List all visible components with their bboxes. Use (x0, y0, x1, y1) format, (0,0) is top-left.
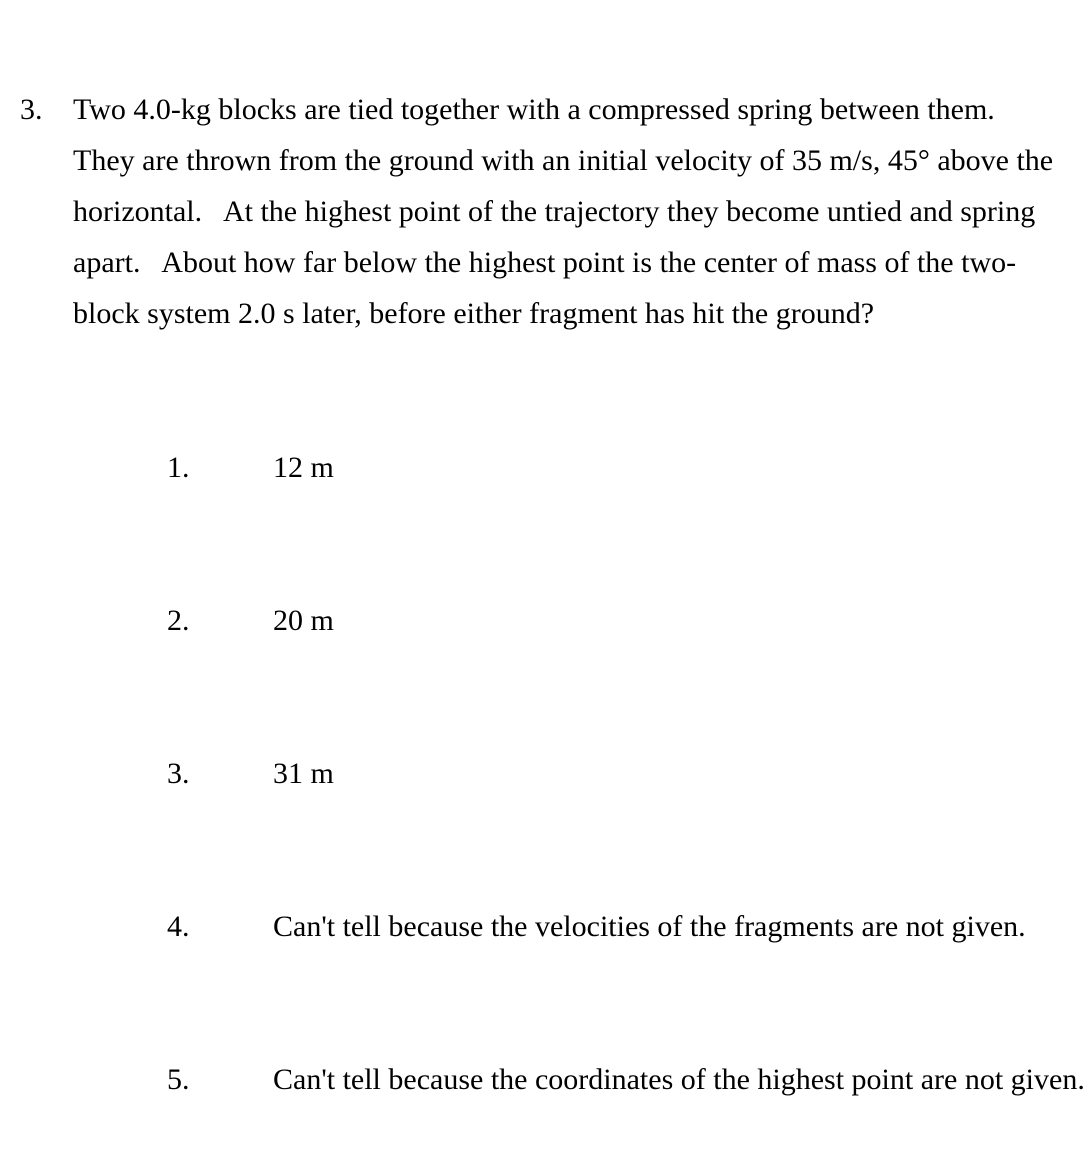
question-line: block system 2.0 s later, before either fragment has hit the ground? (73, 297, 875, 330)
option-number: 1. (167, 451, 190, 484)
answer-option (122, 697, 1024, 850)
question-line: apart. About how far below the highest point is the center of mass of the two- (73, 246, 1017, 279)
option-text: 31 m (273, 757, 334, 790)
answer-option (122, 391, 1024, 544)
answer-option (122, 850, 1024, 1003)
answer-option (122, 544, 1024, 697)
option-text: Can't tell because the velocities of the fragments are not given. (273, 910, 1026, 943)
option-number: 2. (167, 604, 190, 637)
option-number: 3. (167, 757, 190, 790)
question-number: 3. (20, 93, 43, 126)
answer-option (122, 1003, 1085, 1156)
answer-options-list (122, 391, 1085, 1156)
option-number: 5. (167, 1063, 190, 1096)
question-line: They are thrown from the ground with an initial velocity of 35 m/s, 45° above the (73, 144, 1054, 177)
question-line: horizontal. At the highest point of the trajectory they become untied and spring (73, 195, 1036, 228)
question-text (73, 84, 1054, 339)
option-number: 4. (167, 910, 190, 943)
option-text: 12 m (273, 451, 334, 484)
question-line: Two 4.0-kg blocks are tied together with a compressed spring between them. (73, 93, 995, 126)
option-text: 20 m (273, 604, 334, 637)
option-text: Can't tell because the coordinates of the highest point are not given. (273, 1063, 1085, 1096)
